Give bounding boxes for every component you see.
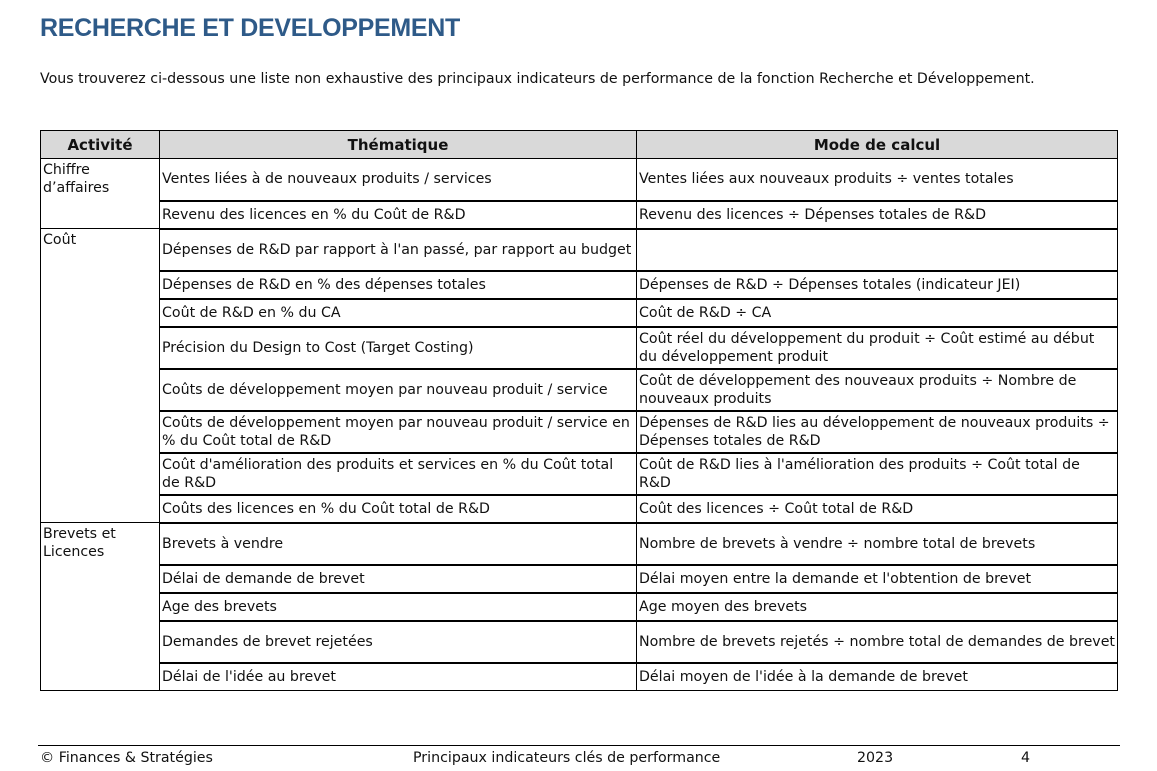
calc-cell: Coût de R&D ÷ CA	[637, 299, 1118, 327]
theme-cell: Ventes liées à de nouveaux produits / services	[160, 159, 637, 201]
table-row	[41, 411, 1118, 453]
footer-page-number: 4	[1021, 750, 1031, 766]
header-theme: Thématique	[160, 131, 637, 159]
calc-cell: Ventes liées aux nouveaux produits ÷ ventes totales	[637, 159, 1118, 201]
table-row	[41, 663, 1118, 691]
calc-cell: Coût de développement des nouveaux produits ÷ Nombre de nouveaux produits	[637, 369, 1118, 411]
theme-cell: Demandes de brevet rejetées	[160, 621, 637, 663]
theme-cell: Dépenses de R&D par rapport à l'an passé, par rapport au budget	[160, 229, 637, 271]
calc-cell: Coût de R&D lies à l'amélioration des produits ÷ Coût total de R&D	[637, 453, 1118, 495]
table-row	[41, 523, 1118, 565]
theme-cell: Coûts de développement moyen par nouveau produit / service en % du Coût total de R&D	[160, 411, 637, 453]
footer-copyright: © Finances & Stratégies	[40, 750, 213, 766]
footer-divider	[38, 745, 1120, 746]
theme-cell: Précision du Design to Cost (Target Costing)	[160, 327, 637, 369]
calc-cell: Dépenses de R&D ÷ Dépenses totales (indicateur JEI)	[637, 271, 1118, 299]
activity-cell: Brevets et Licences	[41, 523, 160, 691]
theme-cell: Revenu des licences en % du Coût de R&D	[160, 201, 637, 229]
table-row	[41, 495, 1118, 523]
header-activity: Activité	[41, 131, 160, 159]
calc-cell	[637, 229, 1118, 271]
table-row	[41, 593, 1118, 621]
activity-cell: Coût	[41, 229, 160, 523]
header-calc: Mode de calcul	[637, 131, 1118, 159]
calc-cell: Dépenses de R&D lies au développement de nouveaux produits ÷ Dépenses totales de R&D	[637, 411, 1118, 453]
table-header-row	[41, 131, 1118, 159]
calc-cell: Coût des licences ÷ Coût total de R&D	[637, 495, 1118, 523]
calc-cell: Revenu des licences ÷ Dépenses totales de R&D	[637, 201, 1118, 229]
intro-text: Vous trouverez ci-dessous une liste non exhaustive des principaux indicateurs de performance de la fonction Recherche et Développement.	[40, 71, 1035, 87]
table-row	[41, 201, 1118, 229]
calc-cell: Nombre de brevets à vendre ÷ nombre total de brevets	[637, 523, 1118, 565]
calc-cell: Coût réel du développement du produit ÷ Coût estimé au début du développement produit	[637, 327, 1118, 369]
table-row	[41, 327, 1118, 369]
theme-cell: Age des brevets	[160, 593, 637, 621]
activity-cell: Chiffre d’affaires	[41, 159, 160, 229]
calc-cell: Nombre de brevets rejetés ÷ nombre total de demandes de brevet	[637, 621, 1118, 663]
calc-cell: Délai moyen de l'idée à la demande de brevet	[637, 663, 1118, 691]
theme-cell: Délai de l'idée au brevet	[160, 663, 637, 691]
theme-cell: Coûts des licences en % du Coût total de R&D	[160, 495, 637, 523]
theme-cell: Coût de R&D en % du CA	[160, 299, 637, 327]
theme-cell: Coût d'amélioration des produits et services en % du Coût total de R&D	[160, 453, 637, 495]
table-row	[41, 271, 1118, 299]
table-row	[41, 229, 1118, 271]
calc-cell: Délai moyen entre la demande et l'obtention de brevet	[637, 565, 1118, 593]
table-row	[41, 621, 1118, 663]
kpi-table	[40, 130, 1118, 691]
footer-doc-title: Principaux indicateurs clés de performance	[413, 750, 721, 766]
page-title: RECHERCHE ET DEVELOPPEMENT	[40, 14, 461, 42]
table-row	[41, 369, 1118, 411]
table-row	[41, 565, 1118, 593]
theme-cell: Délai de demande de brevet	[160, 565, 637, 593]
theme-cell: Coûts de développement moyen par nouveau produit / service	[160, 369, 637, 411]
table-row	[41, 453, 1118, 495]
table-row	[41, 159, 1118, 201]
footer-year: 2023	[857, 750, 894, 766]
calc-cell: Age moyen des brevets	[637, 593, 1118, 621]
table-row	[41, 299, 1118, 327]
theme-cell: Brevets à vendre	[160, 523, 637, 565]
theme-cell: Dépenses de R&D en % des dépenses totales	[160, 271, 637, 299]
